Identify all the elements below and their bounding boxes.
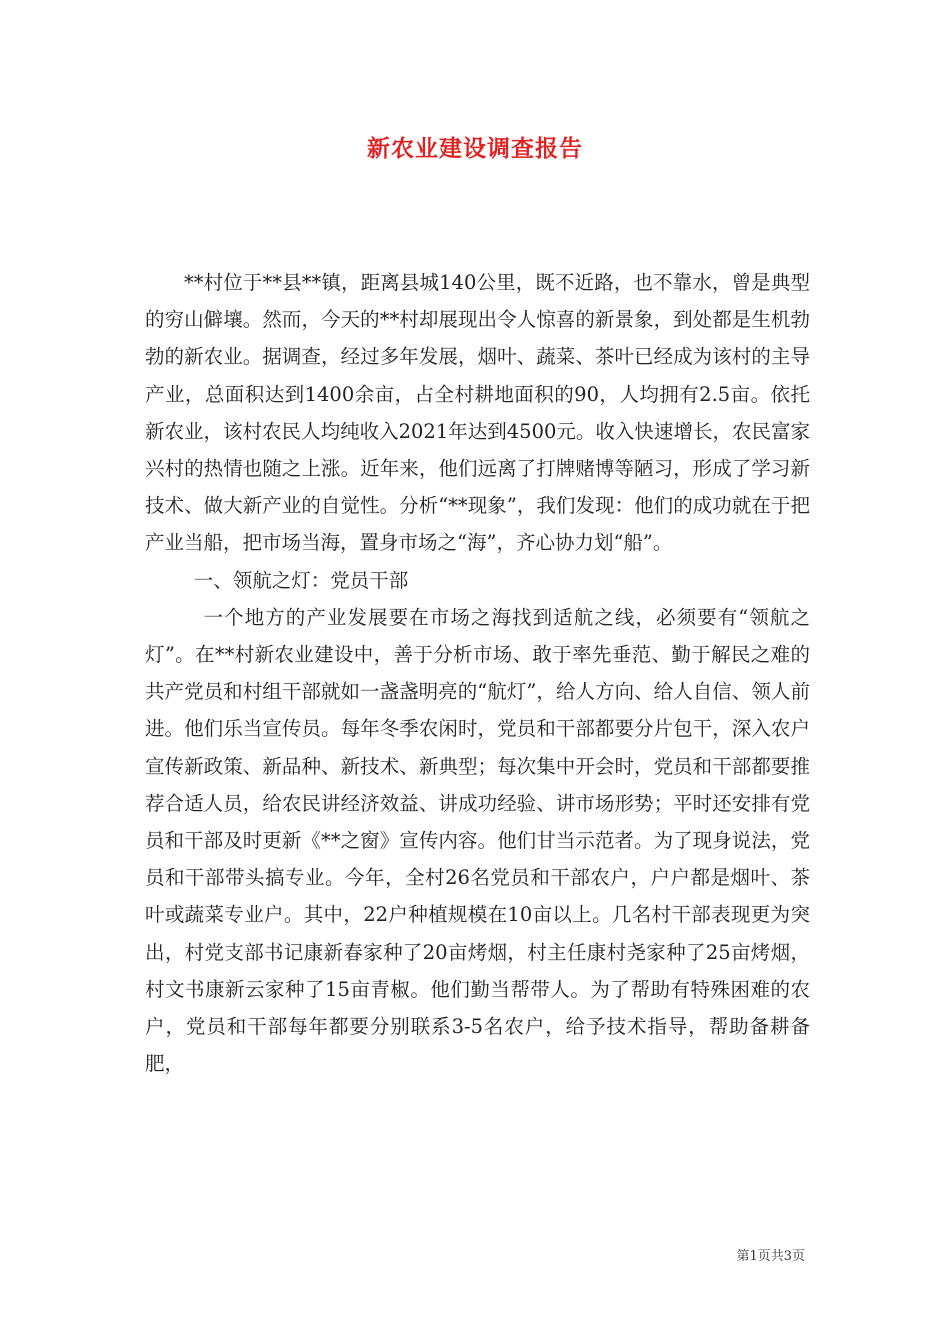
document-body <box>145 264 810 1082</box>
section-heading: 一、领航之灯：党员干部 <box>193 568 409 592</box>
document-title: 新农业建设调查报告 <box>367 135 583 162</box>
paragraph-intro: **村位于**县**镇，距离县城140公里，既不近路，也不靠水，曾是典型的穷山僻壤。然而，今天的**村却展现出令人惊喜的新景象，到处都是生机勃勃的新农业。据调查，经过多年发展，烟叶、蔬菜、茶叶已经成为该村的主导产业，总面积达到1400余亩，占全村耕地面积的90，人均拥有2.5亩。依托新农业，该村农民人均纯收入2021年达到4500元。收入快速增长，农民富家兴村的热情也随之上涨。近年来，他们远离了打牌赌博等陋习，形成了学习新技术、做大新产业的自觉性。分析“**现象”，我们发现：他们的成功就在于把产业当船，把市场当海，置身市场之“海”，齐心协力划“船”。 <box>145 271 810 555</box>
page-number: 第1页共3页 <box>736 1249 805 1264</box>
paragraph-section-one: 一个地方的产业发展要在市场之海找到适航之线，必须要有“领航之灯”。在**村新农业建设中，善于分析市场、敢于率先垂范、勤于解民之难的共产党员和村组干部就如一盏盏明亮的“航灯”，给人方向、给人自信、领人前进。他们乐当宣传员。每年冬季农闲时，党员和干部都要分片包干，深入农户宣传新政策、新品种、新技术、新典型；每次集中开会时，党员和干部都要推荐合适人员，给农民讲经济效益、讲成功经验、讲市场形势；平时还安排有党员和干部及时更新《**之窗》宣传内容。他们甘当示范者。为了现身说法，党员和干部带头搞专业。今年，全村26名党员和干部农户，户户都是烟叶、茶叶或蔬菜专业户。其中，22户种植规模在10亩以上。几名村干部表现更为突出，村党支部书记康新春家种了20亩烤烟，村主任康村尧家种了25亩烤烟，村文书康新云家种了15亩青椒。他们勤当帮带人。为了帮助有特殊困难的农户，党员和干部每年都要分别联系3-5名农户，给予技术指导，帮助备耕备肥， <box>145 605 810 1076</box>
